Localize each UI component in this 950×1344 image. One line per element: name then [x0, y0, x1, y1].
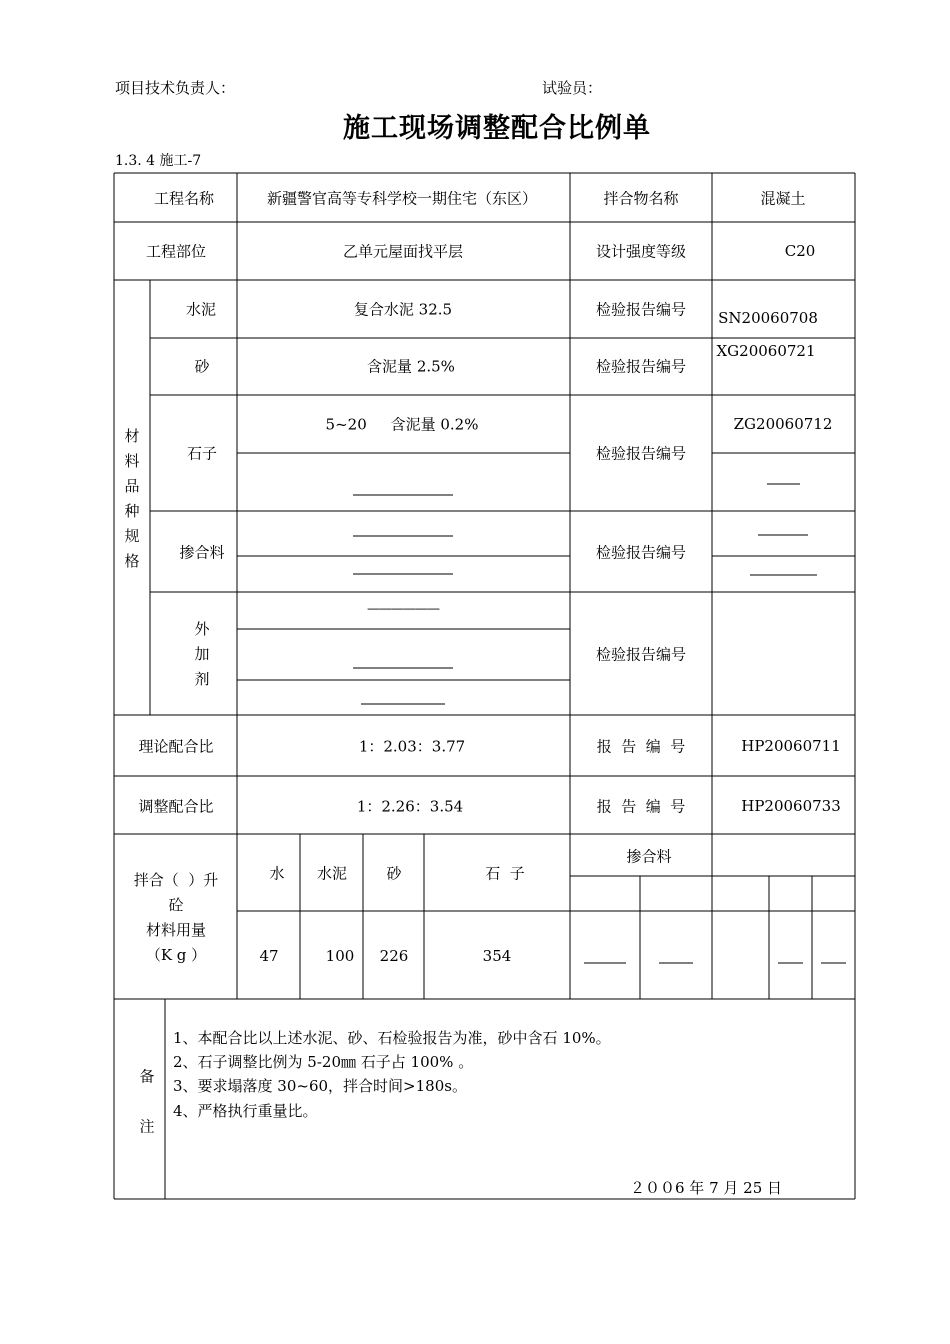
admix-report-label: 检验报告编号: [595, 543, 687, 562]
form-code: 1.3. 4 施工-7: [115, 153, 202, 169]
sand-report-no: XG20060721: [716, 342, 816, 360]
usage-admix-label: 掺合料: [626, 847, 672, 866]
remark-line-4: 4、严格执行重量比。: [173, 1102, 318, 1120]
design-grade-value: C20: [784, 242, 816, 260]
remarks-label-bottom: 注: [139, 1117, 155, 1136]
remark-line-2: 2、石子调整比例为 5-20㎜ 石子占 100% 。: [173, 1053, 474, 1071]
project-name-value: 新疆警官高等专科学校一期住宅（东区）: [266, 189, 538, 208]
remark-line-1: 1、本配合比以上述水泥、砂、石检验报告为准，砂中含石 10%。: [173, 1029, 611, 1047]
cement-label: 水泥: [185, 300, 217, 319]
project-part-label: 工程部位: [145, 242, 207, 261]
usage-stone-value: 354: [482, 947, 512, 965]
admix-label: 掺合料: [179, 543, 225, 562]
project-part-value: 乙单元屋面找平层: [342, 242, 464, 261]
project-name-label: 工程名称: [153, 189, 215, 208]
remarks-date: ２００6 年 7 月 25 日: [630, 1179, 783, 1197]
usage-label: 拌合（ ）升 砼 材料用量 （K g ）: [133, 871, 219, 964]
stone-report-label: 检验报告编号: [595, 444, 687, 463]
mix-name-value: 混凝土: [760, 189, 806, 208]
theory-report-label: 报 告 编 号: [596, 737, 686, 756]
usage-sand-value: 226: [379, 947, 409, 965]
adjusted-ratio-label: 调整配合比: [138, 797, 214, 816]
mix-name-label: 拌合物名称: [603, 189, 679, 208]
page-title: 施工现场调整配合比例单: [343, 113, 651, 144]
additive-label: 外 加 剂: [194, 620, 210, 688]
remark-line-3: 3、要求塌落度 30~60，拌合时间>180s。: [173, 1077, 467, 1095]
cement-spec: 复合水泥 32.5: [353, 300, 453, 319]
theory-report-no: HP20060711: [741, 737, 841, 755]
cement-report-no: SN20060708: [718, 309, 818, 327]
stone-report-no: ZG20060712: [733, 415, 833, 433]
adjusted-report-no: HP20060733: [741, 797, 841, 815]
stone-spec: 5~20 含泥量 0.2%: [325, 415, 479, 434]
usage-water-label: 水: [269, 864, 285, 883]
usage-water-value: 47: [259, 947, 279, 965]
adjusted-report-label: 报 告 编 号: [596, 797, 686, 816]
theory-ratio-value: 1：2.03：3.77: [358, 737, 466, 756]
stone-label: 石子: [186, 444, 218, 463]
materials-group-label: 材 料 品 种 规 格: [124, 427, 140, 570]
usage-sand-label: 砂: [386, 864, 402, 883]
theory-ratio-label: 理论配合比: [138, 737, 214, 756]
design-grade-label: 设计强度等级: [595, 242, 687, 261]
tech-lead-label: 项目技术负责人：: [115, 79, 236, 97]
cement-report-label: 检验报告编号: [595, 300, 687, 319]
tester-label: 试验员：: [542, 79, 603, 97]
usage-stone-label: 石 子: [485, 864, 525, 883]
sand-label: 砂: [194, 357, 210, 376]
usage-cement-value: 100: [325, 947, 355, 965]
adjusted-ratio-value: 1：2.26：3.54: [356, 797, 464, 816]
sand-report-label: 检验报告编号: [595, 357, 687, 376]
remarks-label-top: 备: [139, 1067, 155, 1086]
additive-report-label: 检验报告编号: [595, 645, 687, 664]
usage-cement-label: 水泥: [316, 864, 348, 883]
additive-blank-dashes: ——————: [367, 601, 439, 617]
sand-spec: 含泥量 2.5%: [367, 357, 455, 376]
